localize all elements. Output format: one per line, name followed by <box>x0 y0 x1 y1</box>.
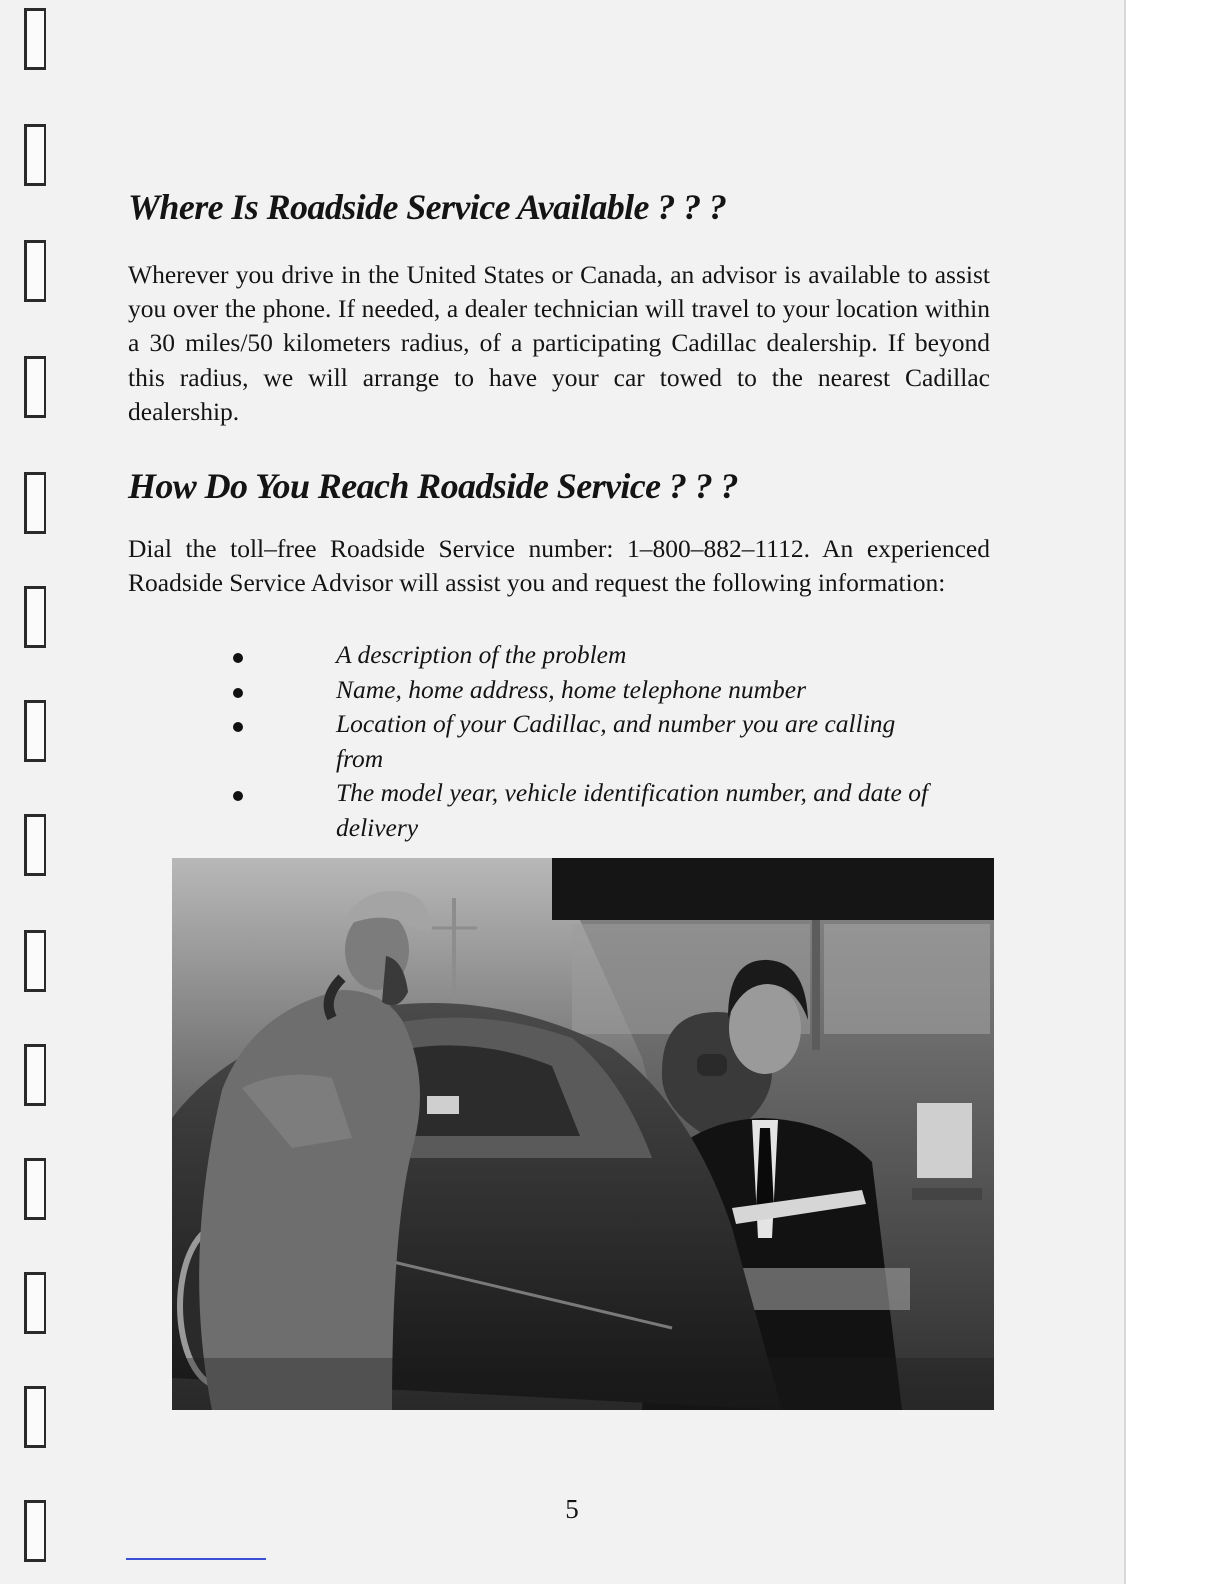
binding-hole <box>24 1158 46 1220</box>
binding-hole <box>24 1044 46 1106</box>
binding-hole <box>24 356 46 418</box>
binding-hole <box>24 1386 46 1448</box>
binding-hole <box>24 124 46 186</box>
page-edge <box>1124 0 1224 1584</box>
list-item: The model year, vehicle identification number, and date of delivery <box>230 776 930 845</box>
section-body-reach: Dial the toll–free Roadside Service number: 1–800–882–1112. An experienced Roadside Service Advisor will assist you and request the following information: <box>128 534 990 598</box>
list-item: Name, home address, home telephone number <box>230 673 930 708</box>
binding-hole <box>24 1272 46 1334</box>
section-heading-availability: Where Is Roadside Service Available ? ? ? <box>128 187 727 227</box>
binding-hole <box>24 240 46 302</box>
bullet-icon <box>233 653 243 663</box>
binding-hole <box>24 814 46 876</box>
bullet-icon <box>233 791 243 801</box>
page-number: 5 <box>565 1494 579 1524</box>
binding-hole <box>24 472 46 534</box>
list-item: Location of your Cadillac, and number you are calling from <box>230 707 930 776</box>
binding-hole <box>24 586 46 648</box>
section-body-availability: Wherever you drive in the United States or Canada, an advisor is available to assist you over the phone. If needed, a dealer technician will travel to your location within a 30 miles/50 kilometers radius, of a participating Cadillac dealership. If beyond this radius, we will arrange to have your car towed to the nearest Cadillac dealership. <box>128 260 990 426</box>
information-list <box>230 638 930 845</box>
binding-hole <box>24 930 46 992</box>
list-item: A description of the problem <box>230 638 930 673</box>
bullet-icon <box>233 722 243 732</box>
footer-rule <box>126 1558 266 1560</box>
section-heading-reach: How Do You Reach Roadside Service ? ? ? <box>128 466 738 506</box>
binding-hole <box>24 700 46 762</box>
roadside-service-photo <box>172 858 994 1410</box>
bullet-icon <box>233 688 243 698</box>
binding-hole <box>24 8 46 70</box>
binding-hole <box>24 1500 46 1562</box>
